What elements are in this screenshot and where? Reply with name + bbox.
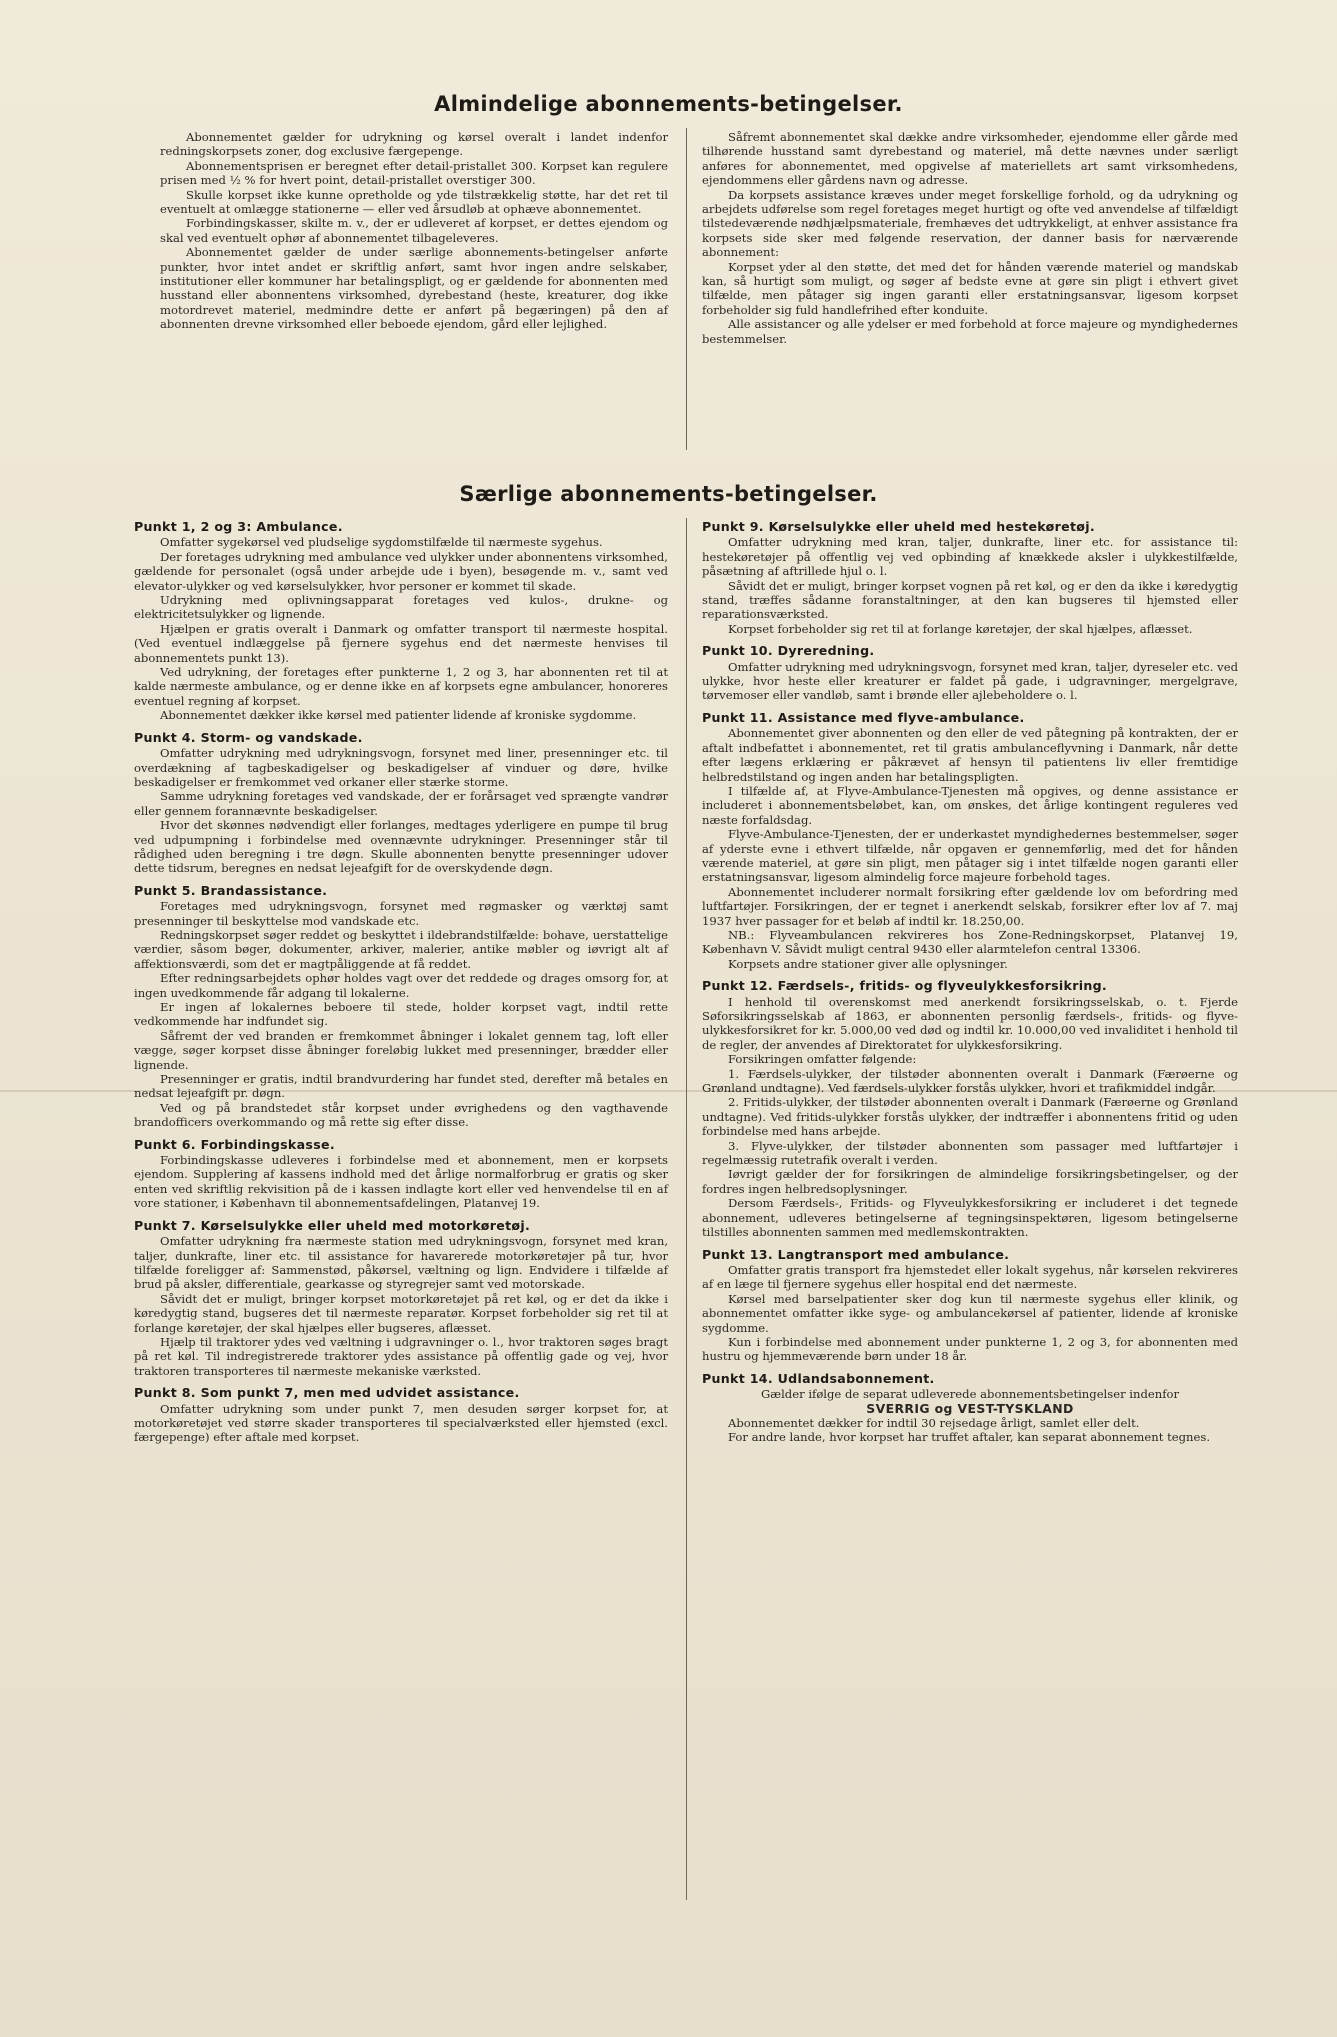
paragraph: Foretages med udrykningsvogn, forsynet med røgmasker og værktøj samt presenninger til beskyttelse mod vandskade etc. xyxy=(134,899,668,928)
section xyxy=(134,884,668,1130)
section xyxy=(702,644,1238,703)
section xyxy=(134,520,668,723)
paragraph: Korpsets andre stationer giver alle oplysninger. xyxy=(728,956,1008,971)
paragraph: Hjælpen er gratis overalt i Danmark og omfatter transport til nærmeste hospital. (Ved eventuel indlæggelse på fjernere sygehus end det nærmeste henvises til abonnementets punkt 13). xyxy=(134,621,668,665)
special-conditions-left-column xyxy=(134,520,668,1445)
paragraph: SVERRIG og VEST-TYSKLAND xyxy=(866,1400,1074,1416)
paragraph: Såfremt der ved branden er fremkommet åbninger i lokalet gennem tag, loft eller vægge, søger korpset disse åbninger foreløbig lukket med presenninger, brædder eller lignende. xyxy=(134,1028,668,1072)
paragraph: I tilfælde af, at Flyve-Ambulance-Tjenesten må opgives, og denne assistance er includeret i abonnementsbeløbet, kan, om ønskes, det årlige kontingent reguleres ved næste forfaldsdag. xyxy=(702,783,1238,827)
section xyxy=(134,731,668,876)
special-conditions-right-column xyxy=(702,520,1238,1445)
paragraph: Omfatter udrykning fra nærmeste station med udrykningsvogn, forsynet med kran, taljer, dunkrafte, liner etc. til assistance for havarerede motorkøretøjer på tur, hvor tilfælde foreligger af: Sammenstød, påkørsel, væltning og lign. Endvidere i tilfælde af brud på aksler, differentiale, gearkasse og styregrejer samt ved motorskade. xyxy=(134,1234,668,1292)
paragraph: Redningskorpset søger reddet og beskyttet i ildebrandstilfælde: bohave, uerstattelige værdier, såsom bøger, dokumenter, arkiver, malerier, antike møbler og iøvrigt alt af affektionsværdi, som det er magtpåliggende at få reddet. xyxy=(134,927,668,971)
section-heading: Punkt 4. Storm- og vandskade. xyxy=(134,729,363,745)
paragraph: Der foretages udrykning med ambulance ved ulykker under abonnentens virksomhed, gældende for personalet (også under arbejde ude i byen), besøgende m. v., samt ved elevator-ulykker og ved kørselsulykker, hvor personer er kommet til skade. xyxy=(134,549,668,593)
paragraph: Omfatter udrykning med udrykningsvogn, forsynet med kran, taljer, dyreseler etc. ved ulykke, hvor heste eller kreaturer er faldet på gade, i udgravninger, mergelgrave, tørvemoser eller vandløb, samt i brønde eller ajlebeholdere o. l. xyxy=(702,659,1238,703)
paragraph: Omfatter udrykning som under punkt 7, men desuden sørger korpset for, at motorkøretøjet ved større skader transporteres til specialværksted eller hjemsted (excl. færgepenge) efter aftale med korpset. xyxy=(134,1401,668,1445)
general-conditions-left-column xyxy=(160,130,668,332)
column-divider xyxy=(686,518,687,1900)
paragraph: Omfatter gratis transport fra hjemstedet eller lokalt sygehus, når kørselen rekvireres af en læge til fjernere sygehus eller hospital end det nærmeste. xyxy=(702,1262,1238,1292)
section-heading: Punkt 8. Som punkt 7, men med udvidet assistance. xyxy=(134,1385,520,1401)
paragraph: For andre lande, hvor korpset har truffet aftaler, kan separat abonnement tegnes. xyxy=(728,1430,1211,1445)
section-heading: Punkt 1, 2 og 3: Ambulance. xyxy=(134,519,343,534)
paragraph: Gælder ifølge de separat udleverede abonnementsbetingelser indenfor xyxy=(760,1387,1180,1402)
paragraph: Samme udrykning foretages ved vandskade, der er forårsaget ved sprængte vandrør eller gennem forannævnte beskadigelser. xyxy=(134,789,668,818)
paragraph: 1. Færdsels-ulykker, der tilstøder abonnenten overalt i Danmark (Færøerne og Grønland undtagne). Ved færdsels-ulykker forstås ulykker, hvori et trafikmiddel indgår. xyxy=(702,1066,1238,1096)
paragraph: Udrykning med oplivningsapparat foretages ved kulos-, drukne- og elektricitetsulykker og lignende. xyxy=(134,593,668,622)
section-heading: Punkt 12. Færdsels-, fritids- og flyveulykkesforsikring. xyxy=(702,978,1108,994)
paragraph: Presenninger er gratis, indtil brandvurdering har fundet sted, derefter må betales en nedsat lejeafgift pr. døgn. xyxy=(134,1072,668,1101)
section xyxy=(702,1248,1238,1364)
paragraph: Abonnementet dækker ikke kørsel med patienter lidende af kroniske sygdomme. xyxy=(160,708,637,723)
section xyxy=(702,979,1238,1239)
paragraph: Iøvrigt gælder der for forsikringen de almindelige forsikringsbetingelser, og der fordres ingen helbredsoplysninger. xyxy=(702,1167,1238,1196)
paragraph: Forbindingskasse udleveres i forbindelse med et abonnement, men er korpsets ejendom. Supplering af kassens indhold med det årlige normalforbrug er gratis og sker enten ved skriftlig rekvisition på de i kassen indlagte kort eller ved henvendelse til en af vore stationer, i København til abonnementsafdelingen, Platanvej 19. xyxy=(134,1153,668,1211)
paragraph: Såvidt det er muligt, bringer korpset motorkøretøjet på ret køl, og er det da ikke i køredygtig stand, bugseres det til nærmeste reparatør. Korpset forbeholder sig ret til at forlange køretøjer, der skal hjælpes eller bugseres, aflæsset. xyxy=(134,1291,668,1335)
paragraph: Omfatter udrykning med kran, taljer, dunkrafte, liner etc. for assistance til: hestekøretøjer på offentlig vej ved opbinding af knækkede aksler i ulykkestilfælde, påsætning af aftrillede hjul o. l. xyxy=(702,535,1238,579)
paragraph: Ved udrykning, der foretages efter punkterne 1, 2 og 3, har abonnenten ret til at kalde nærmeste ambulance, og er denne ikke en af korpsets egne ambulancer, honoreres eventuel regning af korpset. xyxy=(134,665,668,708)
general-conditions-right-column xyxy=(702,130,1238,346)
section xyxy=(134,1386,668,1445)
section-heading: Punkt 10. Dyreredning. xyxy=(702,643,875,659)
paragraph: 2. Fritids-ulykker, der tilstøder abonnenten overalt i Danmark (Færøerne og Grønland undtagne). Ved fritids-ulykker forstås ulykker, der indtræffer i abonnentens fritid og uden forbindelse med hans arbejde. xyxy=(702,1095,1238,1139)
paragraph: Abonnementet gælder de under særlige abonnements-betingelser anførte punkter, hvor intet andet er skriftlig anført, samt hvor ingen andre selskaber, institutioner eller kommuner har betalingspligt, og er gældende for abonnenten med husstand eller abonnentens virksomhed, dyrebestand (heste, kreaturer, dog ikke motordrevet materiel, medmindre dette er anført på begæringen) på den af abonnenten drevne virksomhed eller beboede ejendom, gård eller lejlighed. xyxy=(160,245,668,332)
paragraph: Flyve-Ambulance-Tjenesten, der er underkastet myndighedernes bestemmelser, søger af yderste evne i ethvert tilfælde, når opgaven er gennemførlig, med det for hånden værende materiel, at gøre sin pligt, men påtager sig i intet tilfælde nogen garanti eller erstatningsansvar, ligesom almindelig force majeure forbehold tages. xyxy=(702,827,1238,885)
paragraph: Er ingen af lokalernes beboere til stede, holder korpset vagt, indtil rette vedkommende har indfundet sig. xyxy=(134,1000,668,1029)
special-conditions-title: Særlige abonnements-betingelser. xyxy=(459,482,878,506)
section-heading: Punkt 13. Langtransport med ambulance. xyxy=(702,1246,1010,1262)
paragraph: Omfatter udrykning med udrykningsvogn, forsynet med liner, presenninger etc. til overdækning af tagbeskadigelser og beskadigelser af vinduer og døre, hvilke beskadigelser er fremkommet ved orkaner eller stærke storme. xyxy=(134,746,668,789)
section-heading: Punkt 9. Kørselsulykke eller uheld med hestekøretøj. xyxy=(702,519,1095,534)
paragraph: NB.: Flyveambulancen rekvireres hos Zone-Redningskorpset, Platanvej 19, København V. Såvidt muligt central 9430 eller alarmtelefon central 13306. xyxy=(702,927,1238,957)
section-heading: Punkt 14. Udlandsabonnement. xyxy=(702,1370,935,1386)
paragraph: Såfremt abonnementet skal dække andre virksomheder, ejendomme eller gårde med tilhørende husstand samt dyrebestand og materiel, må dette nævnes under særligt anføres for abonnementet, med opgivelse af materiellets art samt virksomhedens, ejendommens eller gårdens navn og adresse. xyxy=(702,130,1238,188)
paragraph: Kørsel med barselpatienter sker dog kun til nærmeste sygehus eller klinik, og abonnementet omfatter ikke syge- og ambulancekørsel af patienter, lidende af kroniske sygdomme. xyxy=(702,1291,1238,1335)
paragraph: Hvor det skønnes nødvendigt eller forlanges, medtages yderligere en pumpe til brug ved udpumpning i forbindelse med ovennævnte udrykninger. Presenninger står til rådighed uden beregning i tre døgn. Skulle abonnenten benytte presenninger udover dette tidsrum, beregnes en nedsat lejeafgift for de overskydende døgn. xyxy=(134,818,668,876)
paragraph: Abonnementet gælder for udrykning og kørsel overalt i landet indenfor redningskorpsets zoner, dog exclusive færgepenge. xyxy=(160,130,668,159)
paragraph: Efter redningsarbejdets ophør holdes vagt over det reddede og drages omsorg for, at ingen uvedkommende får adgang til lokalerne. xyxy=(134,971,668,1000)
paragraph: Da korpsets assistance kræves under meget forskellige forhold, og da udrykning og arbejdets udførelse som regel foretages meget hurtigt og ofte ved anvendelse af tilfældigt tilstedeværende nødhjælpsmateriale, fremhæves det udtrykkeligt, at enhver assistance fra korpsets side sker med følgende reservation, der danner basis for nærværende abonnement: xyxy=(702,187,1238,260)
section xyxy=(134,1219,668,1378)
section xyxy=(134,1138,668,1211)
paragraph: Abonnementet giver abonnenten og den eller de ved påtegning på kontrakten, der er aftalt indbefattet i abonnementet, ret til gratis ambulanceflyvning i Danmark, når dette efter lægens erklæring er påkrævet af hensyn til patientens liv eller fremtidige helbredstilstand og ingen anden har betalingspligten. xyxy=(702,726,1238,784)
paragraph: Omfatter sygekørsel ved pludselige sygdomstilfælde til nærmeste sygehus. xyxy=(160,535,603,550)
paragraph: Ved og på brandstedet står korpset under øvrighedens og den vagthavende brandofficers overkommando og må rette sig efter disse. xyxy=(134,1100,668,1130)
section-heading: Punkt 5. Brandassistance. xyxy=(134,882,328,898)
paragraph: Såvidt det er muligt, bringer korpset vognen på ret køl, og er den da ikke i køredygtig stand, træffes sådanne foranstaltninger, at den kan bugseres til hjemsted eller reparationsværksted. xyxy=(702,578,1238,622)
general-conditions-title: Almindelige abonnements-betingelser. xyxy=(434,92,903,116)
paragraph: Forsikringen omfatter følgende: xyxy=(728,1052,917,1067)
paragraph: Kun i forbindelse med abonnement under punkterne 1, 2 og 3, for abonnenten med hustru og hjemmeværende børn under 18 år. xyxy=(702,1334,1238,1364)
paragraph: Hjælp til traktorer ydes ved væltning i udgravninger o. l., hvor traktoren søges bragt på ret køl. Til indregistrerede traktorer ydes assistance på offentlig gade og vej, hvor traktoren transporteres til nærmeste mekaniske værksted. xyxy=(134,1334,668,1378)
section-heading: Punkt 7. Kørselsulykke eller uheld med motorkøretøj. xyxy=(134,1217,531,1233)
paragraph: Korpset yder al den støtte, det med det for hånden værende materiel og mandskab kan, så hurtigt som muligt, og søger af bedste evne at gøre sin pligt i ethvert givet tilfælde, men påtager sig ingen garanti eller erstatningsansvar, ligesom korpset forbeholder sig fuld handlefrihed efter konduite. xyxy=(702,259,1238,317)
paragraph: Alle assistancer og alle ydelser er med forbehold at force majeure og myndighedernes bestemmelser. xyxy=(702,317,1238,346)
section xyxy=(702,520,1238,636)
section xyxy=(702,1372,1238,1445)
paragraph: Abonnementsprisen er beregnet efter detail-pristallet 300. Korpset kan regulere prisen med ½ % for hvert point, detail-pristallet overstiger 300. xyxy=(160,158,668,188)
section xyxy=(702,711,1238,971)
paragraph: Korpset forbeholder sig ret til at forlange køretøjer, der skal hjælpes, aflæsset. xyxy=(728,621,1193,636)
section-heading: Punkt 6. Forbindingskasse. xyxy=(134,1136,335,1152)
paragraph: Abonnementet dækker for indtil 30 rejsedage årligt, samlet eller delt. xyxy=(728,1415,1140,1430)
paragraph: Skulle korpset ikke kunne opretholde og yde tilstrækkelig støtte, har det ret til eventuelt at omlægge stationerne — eller ved årsudløb at ophæve abonnementet. xyxy=(160,187,668,217)
paragraph: Abonnementet includerer normalt forsikring efter gældende lov om befordring med luftfartøjer. Forsikringen, der er tegnet i anerkendt selskab, forsikrer efter lov af 7. maj 1937 hver passager for et beløb af indtil kr. 18.250,00. xyxy=(702,884,1238,928)
paragraph: Dersom Færdsels-, Fritids- og Flyveulykkesforsikring er includeret i det tegnede abonnement, udleveres betingelserne af tegningsinspektøren, ligesom betingelserne tilstilles abonnenten sammen med medlemskontrakten. xyxy=(702,1196,1238,1240)
paragraph: I henhold til overenskomst med anerkendt forsikringsselskab, o. t. Fjerde Søforsikringsselskab af 1863, er abonnenten personlig færdsels-, fritids- og flyve-ulykkesforsikret for kr. 5.000,00 ved død og indtil kr. 10.000,00 ved invaliditet i henhold til de regler, der anvendes af Direktoratet for ulykkesforsikring. xyxy=(702,994,1238,1052)
section-heading: Punkt 11. Assistance med flyve-ambulance. xyxy=(702,709,1025,725)
paragraph: 3. Flyve-ulykker, der tilstøder abonnenten som passager med luftfartøjer i regelmæssig rutetrafik overalt i verden. xyxy=(702,1138,1238,1168)
paragraph: Forbindingskasser, skilte m. v., der er udleveret af korpset, er dettes ejendom og skal ved eventuelt ophør af abonnementet tilbageleveres. xyxy=(160,216,668,245)
column-divider xyxy=(686,128,687,450)
